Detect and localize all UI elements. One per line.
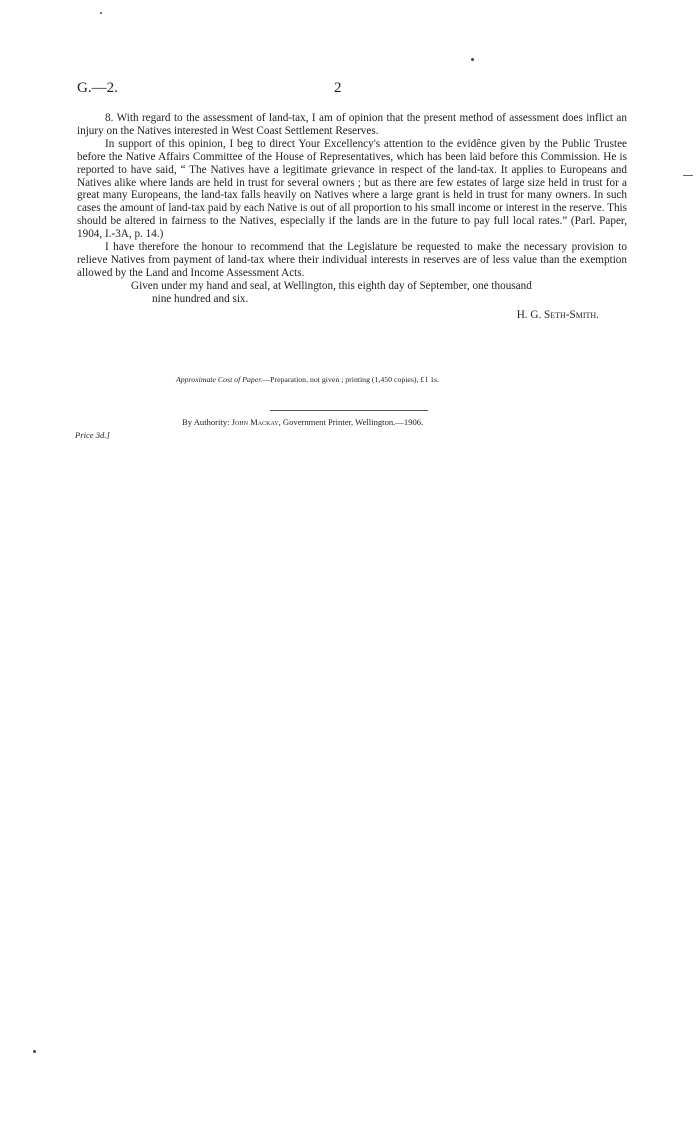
footer-divider [270, 410, 428, 411]
authority-suffix: , Government Printer, Wellington.—1906. [278, 417, 424, 427]
price: Price 3d.] [75, 430, 110, 440]
margin-mark [683, 175, 693, 176]
document-reference: G.—2. [77, 80, 118, 96]
scan-speck [33, 1050, 36, 1053]
cost-label: Approximate Cost of Paper. [176, 375, 263, 384]
paragraph-recommendation: I have therefore the honour to recommend that the Legislature be requested to make the necessary provision to relieve Natives from payment of land-tax where their individual interests in reserves are of less value than the exemption allowed by the Land and Income Assessment Acts. [77, 241, 627, 279]
printer-authority [182, 417, 423, 427]
given-clause [77, 280, 627, 306]
document-body [77, 112, 627, 322]
given-line-1: Given under my hand and seal, at Wellington, this eighth day of September, one thousand [131, 279, 532, 292]
authority-prefix: By Authority: [182, 417, 230, 427]
cost-text: —Preparation, not given ; printing (1,450 copies), £1 1s. [262, 375, 440, 384]
scan-speck [471, 58, 474, 61]
scan-speck [100, 12, 102, 14]
printer-name: John Mackay [231, 417, 279, 427]
page-number: 2 [334, 80, 342, 96]
paragraph-8: 8. With regard to the assessment of land-tax, I am of opinion that the present method of assessment does inflict an injury on the Natives interested in West Coast Settlement Reserves. [77, 112, 627, 137]
signature: H. G. Seth-Smith. [516, 308, 599, 321]
paragraph-evidence: In support of this opinion, I beg to direct Your Excellency's attention to the evidênce given by the Public Trustee before the Native Affairs Committee of the House of Representatives, which has been laid before this Commission. He is reported to have said, “ The Natives have a legitimate grievance in respect of the land-tax. It applies to Europeans and Natives alike where lands are held in trust for several owners ; but as there are few estates of large size held in trust for a great many Europeans, the land-tax falls heavily on Natives where a large grant is held in trust for many owners. In such cases the amount of land-tax paid by each Native is out of all proportion to his small income or interest in the reserve. This should be altered in fairness to the Natives, especially if the lands are in the future to pay full local rates.” (Parl. Paper, 1904, I.-3A, p. 14.) [77, 137, 627, 241]
given-line-2: nine hundred and six. [152, 292, 249, 305]
cost-of-paper [176, 375, 439, 384]
